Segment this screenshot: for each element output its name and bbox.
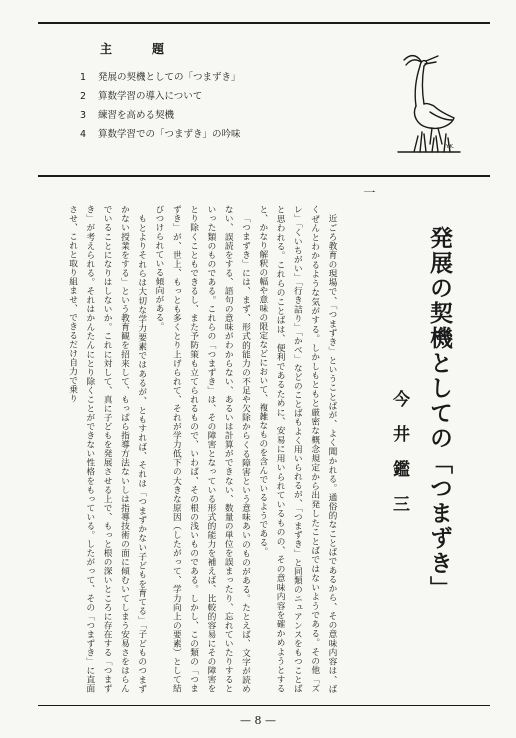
middle-rule [38,175,490,177]
topic-item: 4 算数学習での「つまずき」の吟味 [80,129,241,140]
topics-heading: 主 題 [100,42,179,56]
topic-item: 3 練習を高める契機 [80,110,175,121]
bird-illustration [380,48,464,156]
bottom-rule [38,705,490,706]
section-number: 一 [362,186,376,198]
topics-list [80,68,241,144]
paragraph: 「つまずき」には、まず、形式的能力の不足や欠除からくる障害という意味あいのものがある。たとえば、文字が読めない、誤読をする、語句の意味がわからない、あるいは計算ができない、数量の単位を誤まったり、忘れていたりするといった類のものである。これらの「つまずき」は、その障害となっている形式的能力を補えば、比較的容易にその障害をとり除くこともできるし、また予防策も立てられるもので、いわば、その根の浅いものである。しかし、この類の「つまずき」が、世上、もっとも多くとり上げられて、それが学力低下の大きな原因（したがって、学力向上の要素）として結びつけられている傾向がある。 [154,205,251,693]
article-body [40,205,340,693]
paragraph: 近ごろ教育の現場で、「つまずき」ということばが、よく聞かれる。通俗的なことばであるから、その意味内容は、ばくぜんとわかるような気がする。しかしもともと厳密な概念規定から出発したことばではないようである。その他「ズレ」「くいちがい」「行き詰り」「かべ」などのことばもよく用いられるが、「つまずき」と同類のニュアンスをもつことばと思われる。これらのことばは、便利であるために、安易に用いられているものの、その意味内容を確かめようとすると、かなり解釈の幅や意味の限定などにおいて、複雑なものを含んでいるようである。 [257,205,337,693]
paragraph: もとよりそれらは大切な学力要素ではあるが、ともすれば、それは「つまずかない子どもを育てる」「子どものつまずかない授業をする」という教育観を招来して、もっぱら指導方法ないしは指導技術の面に傾むいてしまう安易さをはらんでいることになりはしないか。これに対して、真に子どもを発展させる上で、もっと根の深いところに存在する「つまずき」が考えられる。それはかんたんにとり除くことができない性格をもっている。したがって、その「つまずき」に直面させ、これと取り組ませ、できるだけ自力で乗り [67,205,147,693]
topic-item: 2 算数学習の導入について [80,91,203,102]
author-name: 今井鑑三 [389,390,409,530]
illustration-signature: Y.K. [446,144,455,150]
top-rule [38,22,490,24]
article-title: 発展の契機としての「つまずき」 [426,226,452,601]
page-number: — 8 — [240,714,276,727]
topic-item: 1 発展の契機としての「つまずき」 [80,72,241,83]
